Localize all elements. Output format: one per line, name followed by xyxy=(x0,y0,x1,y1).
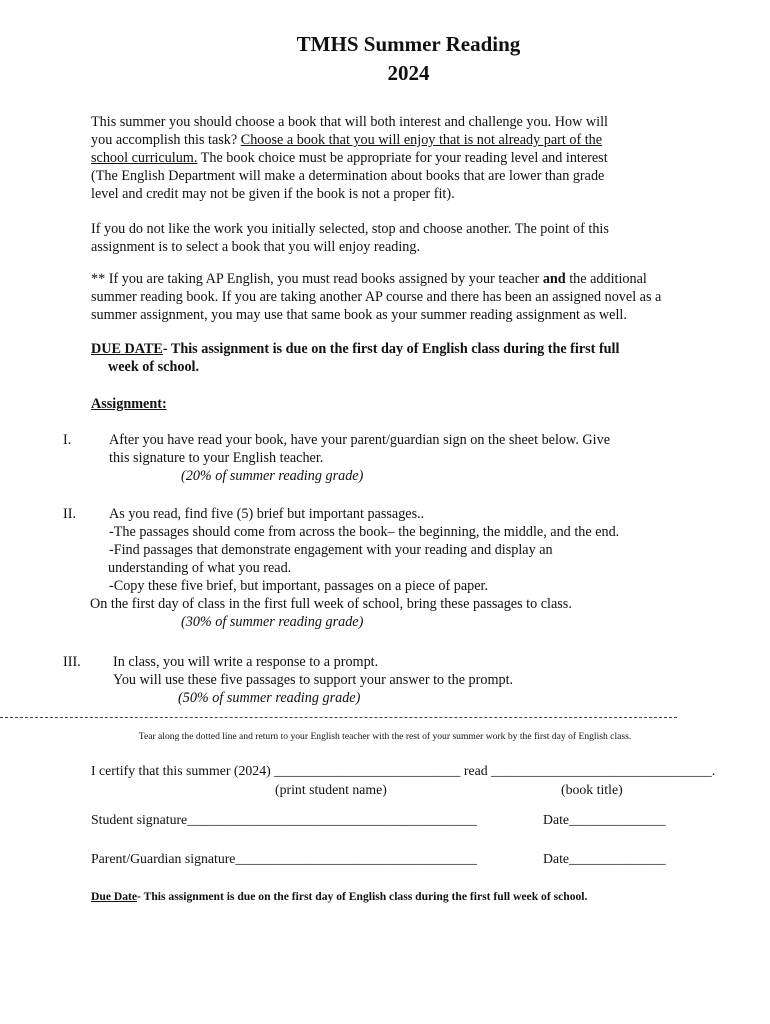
book-title-label: (book title) xyxy=(561,782,623,797)
intro-text: you accomplish this task? xyxy=(91,132,241,148)
item-line: -Copy these five brief, but important, passages on a piece of paper. xyxy=(109,578,489,594)
item-line: You will use these five passages to support your answer to the prompt. xyxy=(113,672,514,688)
item-grade: (50% of summer reading grade) xyxy=(178,690,361,706)
title-line-2: 2024 xyxy=(387,61,430,85)
item-number: I. xyxy=(63,432,72,448)
item-line: On the first day of class in the first full week of school, bring these passages to class. xyxy=(90,596,572,612)
reselect-paragraph xyxy=(91,220,721,256)
parent-date-line[interactable]: Date______________ xyxy=(543,851,666,866)
paragraph-line xyxy=(91,270,751,288)
certify-line xyxy=(91,762,731,780)
student-name-blank[interactable]: ___________________________ xyxy=(274,763,461,778)
footer-due-text: - This assignment is due on the first day of English class during the first full week of school. xyxy=(137,890,588,903)
item-line: In class, you will write a response to a prompt. xyxy=(113,654,379,670)
intro-line: This summer you should choose a book that will both interest and challenge you. How will xyxy=(91,114,608,130)
due-text-cont: week of school. xyxy=(108,359,200,375)
item-number: II. xyxy=(63,506,76,522)
paragraph-line: assignment is to select a book that you will enjoy reading. xyxy=(91,239,421,255)
due-text: - This assignment is due on the first day of English class during the first full xyxy=(162,341,620,357)
intro-paragraph xyxy=(91,113,721,203)
due-date-notice xyxy=(91,340,721,376)
book-title-blank[interactable]: ________________________________. xyxy=(491,763,716,778)
item-line: As you read, find five (5) brief but important passages.. xyxy=(109,506,425,522)
parent-signature-line[interactable]: Parent/Guardian signature___________________________________ xyxy=(91,851,477,866)
assignment-heading: Assignment: xyxy=(91,396,167,412)
intro-line xyxy=(91,131,721,149)
due-line xyxy=(91,340,721,358)
item-body xyxy=(113,653,713,707)
student-signature-line[interactable]: Student signature__________________________________________ xyxy=(91,812,477,827)
paragraph-line: summer assignment, you may use that same book as your summer reading assignment as well. xyxy=(91,307,627,323)
bold-word: and xyxy=(542,271,566,287)
item-number: III. xyxy=(63,654,81,670)
footer-due-label: Due Date xyxy=(91,890,138,903)
item-line: this signature to your English teacher. xyxy=(109,450,324,466)
document-title xyxy=(0,30,770,88)
item-line: After you have read your book, have your parent/guardian sign on the sheet below. Give xyxy=(109,432,611,448)
tear-instruction: Tear along the dotted line and return to your English teacher with the rest of your summer work by the first day of English class. xyxy=(138,731,632,742)
item-body xyxy=(109,431,709,485)
student-date-line[interactable]: Date______________ xyxy=(543,812,666,827)
ap-paragraph xyxy=(91,270,751,324)
intro-underlined: school curriculum. xyxy=(91,150,198,166)
intro-line: (The English Department will make a determination about books that are lower than grade xyxy=(91,168,605,184)
title-line-1: TMHS Summer Reading xyxy=(296,32,521,56)
item-grade: (30% of summer reading grade) xyxy=(181,614,364,630)
intro-line xyxy=(91,149,721,167)
item-line: -The passages should come from across the book– the beginning, the middle, and the end. xyxy=(109,524,620,540)
paragraph-line: If you do not like the work you initially selected, stop and choose another. The point of this xyxy=(91,221,609,237)
certify-text: read xyxy=(460,763,492,778)
certify-text: I certify that this summer (2024) xyxy=(91,763,275,778)
intro-line: level and credit may not be given if the book is not a proper fit). xyxy=(91,186,455,202)
tear-dotted-line xyxy=(0,717,677,718)
intro-text: The book choice must be appropriate for your reading level and interest xyxy=(197,150,608,166)
item-line: understanding of what you read. xyxy=(108,560,292,576)
item-grade: (20% of summer reading grade) xyxy=(181,468,364,484)
paragraph-text: the additional xyxy=(565,271,647,287)
due-label: DUE DATE xyxy=(91,341,163,357)
paragraph-line: summer reading book. If you are taking another AP course and there has been an assigned novel as a xyxy=(91,289,662,305)
intro-underlined: Choose a book that you will enjoy that is not already part of the xyxy=(240,132,603,148)
paragraph-text: ** If you are taking AP English, you must read books assigned by your teacher xyxy=(91,271,543,287)
item-line: -Find passages that demonstrate engagement with your reading and display an xyxy=(109,542,553,558)
footer-due-date xyxy=(91,888,587,906)
item-body xyxy=(90,505,709,631)
student-name-label: (print student name) xyxy=(275,782,387,797)
